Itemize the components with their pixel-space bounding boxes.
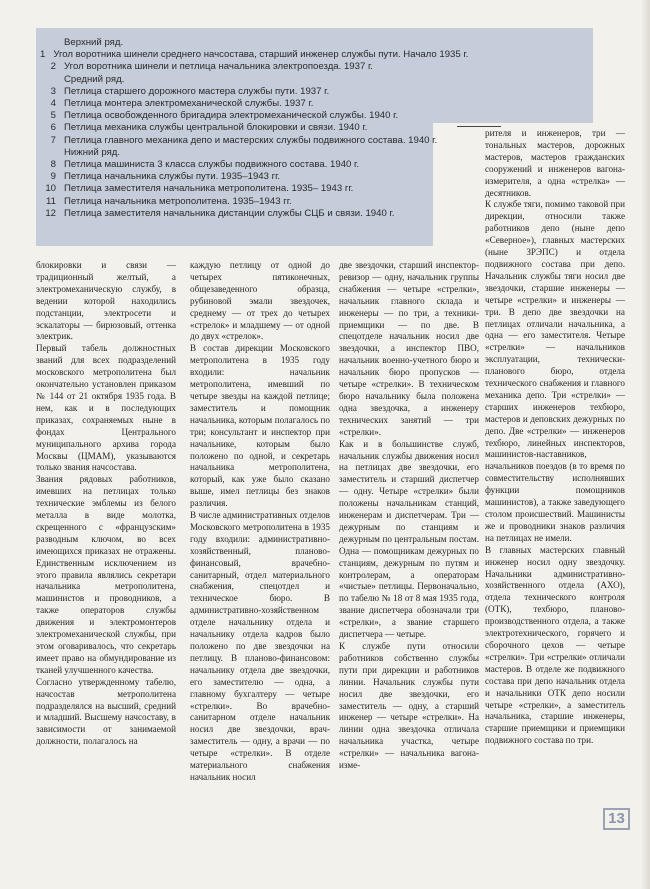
caption-text: Петлица монтера электромеханической службы. 1937 г. [64, 98, 314, 110]
column-rule [457, 126, 501, 127]
caption-item [40, 86, 460, 98]
caption-text: Петлица начальника службы пути. 1935–1943 гг. [64, 171, 281, 183]
caption-number: 3 [50, 85, 56, 97]
caption-number: 4 [50, 98, 56, 110]
page-spine-shadow [641, 0, 650, 889]
caption-text: Угол воротника шинели среднего начсостава, старший инженер службы пути. Начало 1935 г. [53, 49, 469, 61]
caption-group-heading: Верхний ряд. [64, 37, 124, 48]
caption-item [40, 122, 460, 134]
caption-item [40, 159, 460, 171]
caption-item [40, 208, 460, 220]
text-column-1: блокировки и связи — традиционный желтый, а электромеханическую службу, в ведении которой находились подстанции, электросети и эскалаторы — бирюзовый, оттенка электрик. Первый табель должностных званий для всех подразделений московского метрополитена был окончательно установлен приказом № 144 от 21 октября 1935 года. В нем, как и в последующих приказах, сохраняемых ныне в фондах Центрального муниципального архива города Москвы (ЦМАМ), указываются только звания начсостава. Звания рядовых работников, имевших на петлицах только технические эмблемы из белого металла в виде молотка, скрещенного с «французским» разводным ключом, во всех имеющихся приказах не отражены. Единственным исключением из этого правила являлись секретари начальника метрополитена, машинистов и проводников, а также операторов службы движения и электромонтеров электромеханической службы, при этом оговаривалось, что секретарь имеет право на обмундирование из тканей улучшенного качества. Согласно утвержденному табелю, начсостав метрополитена подразделялся на высший, средний и младший. Высшему начсоставу, в зависимости от занимаемой должности, полагалось на [36, 260, 176, 747]
caption-number: 7 [50, 134, 56, 146]
caption-number: 9 [50, 171, 56, 183]
caption-text: Петлица освобожденного бригадира электромеханической службы. 1940 г. [64, 110, 399, 122]
caption-text: Петлица старшего дорожного мастера службы пути. 1937 г. [64, 85, 330, 97]
figure-captions [40, 37, 469, 220]
caption-number: 12 [45, 207, 56, 219]
caption-text: Петлица механика службы центральной блокировки и связи. 1940 г. [64, 122, 368, 134]
text-column-2: каждую петлицу от одной до четырех пятиконечных, общезаведенного образца, рубиновой эмали звездочек, среднему — от трех до четырех «стрелок» и младшему — от одной до двух «стрелок». В состав дирекции Московского метрополитена в 1935 году входили: начальник метрополитена, имевший по четыре звезды на каждой петлице; заместитель и помощник начальника, которым полагалось по три; консультант и инспектор при начальнике, которым было положено по одной, и секретарь начальника метрополитена, который, как уже было сказано выше, имел петлицы без знаков различия. В числе административных отделов Московского метрополитена в 1935 году входили: административно-хозяйственный, планово-финансовый, врачебно-санитарный, отдел материального снабжения, спецотдел и техническое бюро. В административно-хозяйственном отделе начальнику отдела и начальнику отдела кадров было положено по две звездочки на петлицу. В планово-финансовом: начальнику отдела две звездочки, его заместителю — одна, а главному бухгалтеру — четыре «стрелки». Во врачебно-санитарном отделе начальник носил две звездочки, врач-заместитель — одну, а врачи — по четыре «стрелки». В отделе материального снабжения начальник носил [190, 260, 330, 782]
caption-number: 11 [46, 195, 56, 207]
caption-text: Петлица машиниста 3 класса службы подвижного состава. 1940 г. [64, 159, 360, 171]
caption-item [40, 98, 460, 110]
caption-number: 10 [45, 183, 56, 195]
caption-text: Угол воротника шинели и петлица начальника электропоезда. 1937 г. [64, 61, 373, 73]
caption-item [40, 61, 460, 73]
caption-text: Петлица начальника метрополитена. 1935–1943 гг. [64, 195, 292, 207]
caption-text: Петлица главного механика депо и мастерских службы подвижного состава. 1940 г. [64, 134, 438, 146]
caption-text: Петлица заместителя начальника метрополитена. 1935– 1943 гг. [64, 183, 354, 195]
caption-item [40, 110, 460, 122]
page-number: 13 [603, 808, 630, 830]
caption-group-heading: Нижний ряд. [64, 146, 121, 158]
caption-number: 5 [50, 110, 56, 122]
caption-number: 8 [50, 159, 56, 171]
caption-item [40, 196, 460, 208]
caption-item [40, 171, 460, 183]
caption-item [40, 183, 460, 195]
text-column-4: рителя и инженеров, три — тональных мастеров, дорожных мастеров, мастеров гражданских сооружений и инженеров вагона-измерителя, а одна «стрелка» — десятников. К службе тяги, помимо таковой при дирекции, относили также работников депо (ныне депо «Северное»), главных мастерских (ныне ЗРЭПС) и отдела подвижного состава при депо. Начальник службы тяги носил две звездочки, старшие инженеры — четыре «стрелки» и инженеры — три. В депо две звездочки на петлицах отличали начальника, а одна — его заместителя. Четыре «стрелки» — начальников эксплуатации, технически-планового бюро, отдела технического снабжения и главного механика депо. Три «стрелки» — старших инженеров техбюро, мастеров и деповских дежурных по депо. Две «стрелки» — инженеров техбюро, линейных инспекторов, машинистов-наставников, начальников поездов (в то время по совместительству исполнявших функции помощников машинистов), а также заведующего столом происшествий. Машинисты же и проводники знаков различия на петлицах не имели. В главных мастерских главный инженер носил одну звездочку. Начальники административно-хозяйственного отдела (АХО), отдела технического контроля (ОТК), техбюро, планово-производственного отдела, а также электротехнического, горячего и сборочного цехов — четыре «стрелки». Три «стрелки» отличали мастеров. В отделе же подвижного состава при депо начальник отдела и начальники ОТК депо носили четыре «стрелки», а заместитель начальника, старшие инженеры, старшие приемщики и приемщики подвижного состава по три. [485, 128, 625, 746]
text-column-3: две звездочки, старший инспектор-ревизор — одну, начальник группы снабжения — четыре «стрелки», начальник главного склада и инженеры — по три, а техники-приемщики — по две. В спецотделе начальник носил две звездочки, а инспектор ПВО, начальник военно-учетного бюро и начальник бюро пропусков — четыре «стрелки». В техническом бюро начальнику была положена одна звездочка, а инженеру технических занятий — три «стрелки». Как и в большинстве служб, начальник службы движения носил на петлицах две звездочки, его заместитель и старший диспетчер — одну. Четыре «стрелки» были положены начальникам станций, инженерам и диспетчерам. Три — дежурным по станциям и дежурным по центральным постам. Одна — помощникам дежурных по станциям, дежурным по путям и контролерам, а операторам «чистые» петлицы. Первоначально, по табелю № 18 от 8 мая 1935 года, звание диспетчера обозначали три «стрелки», а звание старшего диспетчера — четыре. К службе пути относили работников собственно службы пути при дирекции и работников линии. Начальник службы пути носил две звездочки, его заместитель — одну, а старший инженер — четыре «стрелки». На линии одна звездочка отличала начальника участка, четыре «стрелки» — начальника вагона-изме- [339, 260, 479, 771]
caption-number: 2 [50, 61, 56, 73]
caption-text: Петлица заместителя начальника дистанции службы СЦБ и связи. 1940 г. [64, 207, 395, 219]
caption-number: 1 [40, 49, 46, 61]
caption-number: 6 [50, 122, 56, 134]
caption-group-heading: Средний ряд. [64, 73, 125, 85]
caption-item [40, 49, 469, 61]
caption-item [40, 135, 460, 147]
